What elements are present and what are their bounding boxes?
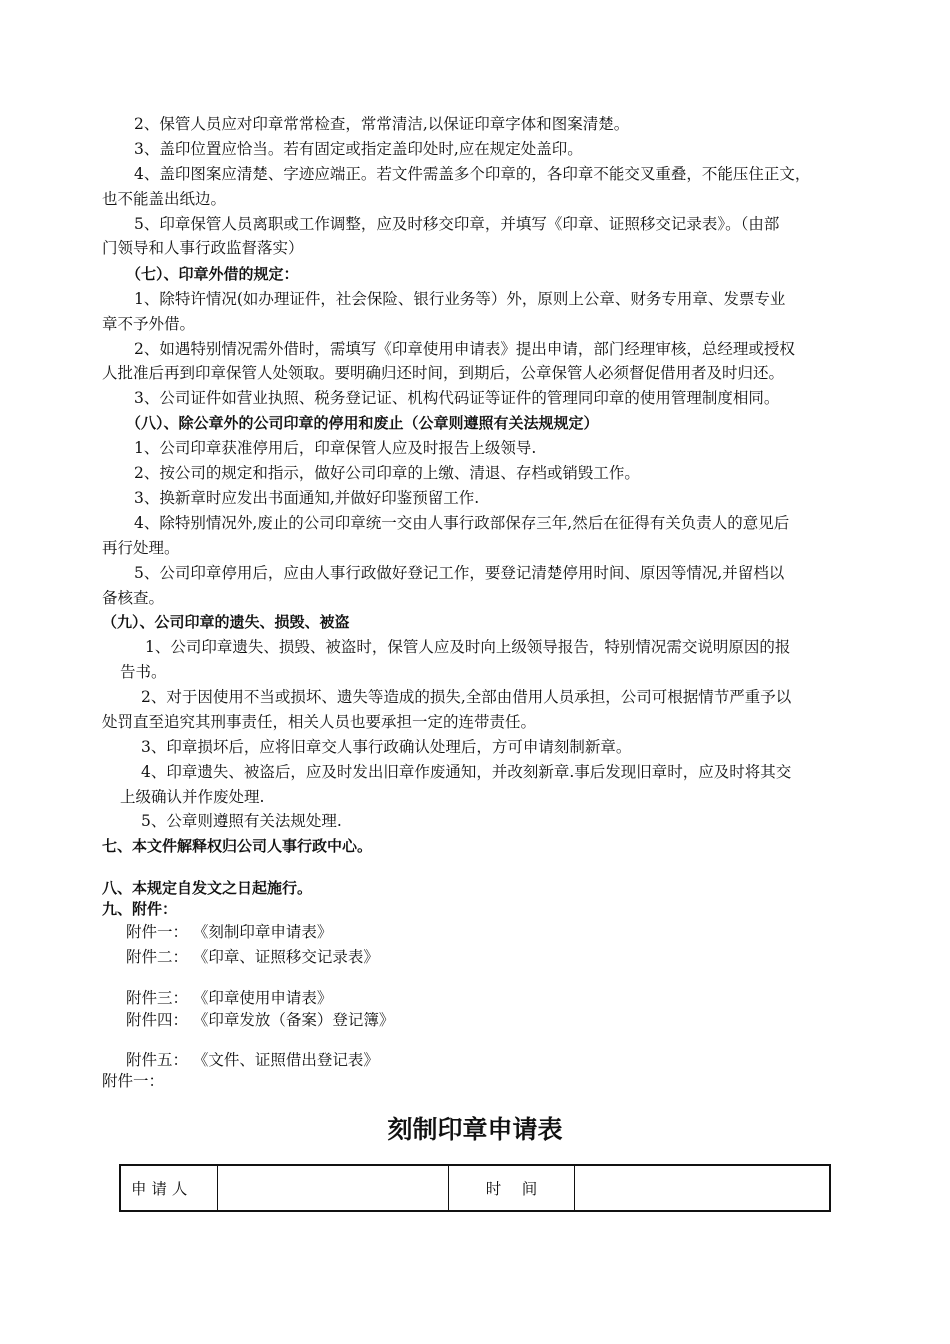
text-line: 人批准后再到印章保管人处领取。要明确归还时间，到期后，公章保管人必须督促借用者及时归还。 — [102, 364, 785, 382]
section-heading: （八）、除公章外的公司印章的停用和废止（公章则遵照有关法规规定） — [126, 414, 599, 432]
text-line: 处罚直至追究其刑事责任，相关人员也要承担一定的连带责任。 — [102, 713, 537, 731]
attachment-item: 附件二： 《印章、证照移交记录表》 — [126, 948, 379, 966]
text-line: 1、公司印章获准停用后，印章保管人应及时报告上级领导. — [134, 439, 537, 457]
form-title: 刻制印章申请表 — [387, 1115, 563, 1144]
text-line: 门领导和人事行政监督落实） — [102, 239, 304, 257]
text-line: 告书。 — [120, 663, 167, 681]
section-heading: （九）、公司印章的遗失、损毁、被盗 — [102, 613, 350, 631]
text-line: 3、公司证件如营业执照、税务登记证、机构代码证等证件的管理同印章的使用管理制度相同。 — [134, 389, 780, 407]
time-label: 时 间 — [449, 1165, 575, 1211]
section-heading: （七）、印章外借的规定： — [126, 265, 299, 283]
section-heading: 八、本规定自发文之日起施行。 — [102, 879, 313, 897]
text-line: 4、除特别情况外,废止的公司印章统一交由人事行政部保存三年,然后在征得有关负责人的意见后 — [134, 514, 790, 532]
text-line: 附件一： — [102, 1072, 165, 1090]
text-line: 4、盖印图案应清楚、字迹应端正。若文件需盖多个印章的，各印章不能交叉重叠，不能压住正文， — [134, 165, 811, 183]
attachment-item: 附件一： 《刻制印章申请表》 — [126, 923, 333, 941]
section-heading: 九、附件： — [102, 900, 178, 918]
applicant-field[interactable] — [218, 1165, 449, 1211]
text-line: 章不予外借。 — [102, 315, 196, 333]
text-line: 2、对于因使用不当或损坏、遗失等造成的损失,全部由借用人员承担，公司可根据情节严重予以 — [141, 688, 792, 706]
text-line: 3、印章损坏后，应将旧章交人事行政确认处理后，方可申请刻制新章。 — [141, 738, 632, 756]
text-line: 3、盖印位置应恰当。若有固定或指定盖印处时,应在规定处盖印。 — [134, 140, 583, 158]
text-line: 2、保管人员应对印章常常检查，常常清洁,以保证印章字体和图案清楚。 — [134, 115, 630, 133]
time-field[interactable] — [575, 1165, 831, 1211]
applicant-label: 申 请 人 — [120, 1165, 218, 1211]
text-line: 1、除特许情况(如办理证件，社会保险、银行业务等）外，原则上公章、财务专用章、发票专业 — [134, 290, 786, 308]
application-form-table — [119, 1164, 831, 1212]
attachment-item: 附件五： 《文件、证照借出登记表》 — [126, 1051, 379, 1069]
text-line: 1、公司印章遗失、损毁、被盗时，保管人应及时向上级领导报告，特别情况需交说明原因的报 — [145, 638, 791, 656]
text-line: 也不能盖出纸边。 — [102, 190, 227, 208]
text-line: 2、如遇特别情况需外借时，需填写《印章使用申请表》提出申请，部门经理审核，总经理或授权 — [134, 340, 795, 358]
table-row — [120, 1165, 830, 1211]
text-line: 4、印章遗失、被盗后，应及时发出旧章作废通知，并改刻新章.事后发现旧章时，应及时将其交 — [141, 763, 792, 781]
attachment-item: 附件三： 《印章使用申请表》 — [126, 989, 333, 1007]
text-line: 5、印章保管人员离职或工作调整，应及时移交印章，并填写《印章、证照移交记录表》。（由部 — [134, 215, 780, 233]
attachment-item: 附件四： 《印章发放（备案）登记簿》 — [126, 1011, 395, 1029]
text-line: 备核查。 — [102, 589, 165, 607]
text-line: 再行处理。 — [102, 539, 180, 557]
text-line: 5、公司印章停用后，应由人事行政做好登记工作，要登记清楚停用时间、原因等情况,并留档以 — [134, 564, 785, 582]
text-line: 上级确认并作废处理. — [120, 788, 265, 806]
text-line: 5、公章则遵照有关法规处理. — [141, 812, 342, 830]
text-line: 2、按公司的规定和指示，做好公司印章的上缴、清退、存档或销毁工作。 — [134, 464, 640, 482]
text-line: 3、换新章时应发出书面通知,并做好印鉴预留工作. — [134, 489, 480, 507]
section-heading: 七、本文件解释权归公司人事行政中心。 — [102, 837, 373, 855]
